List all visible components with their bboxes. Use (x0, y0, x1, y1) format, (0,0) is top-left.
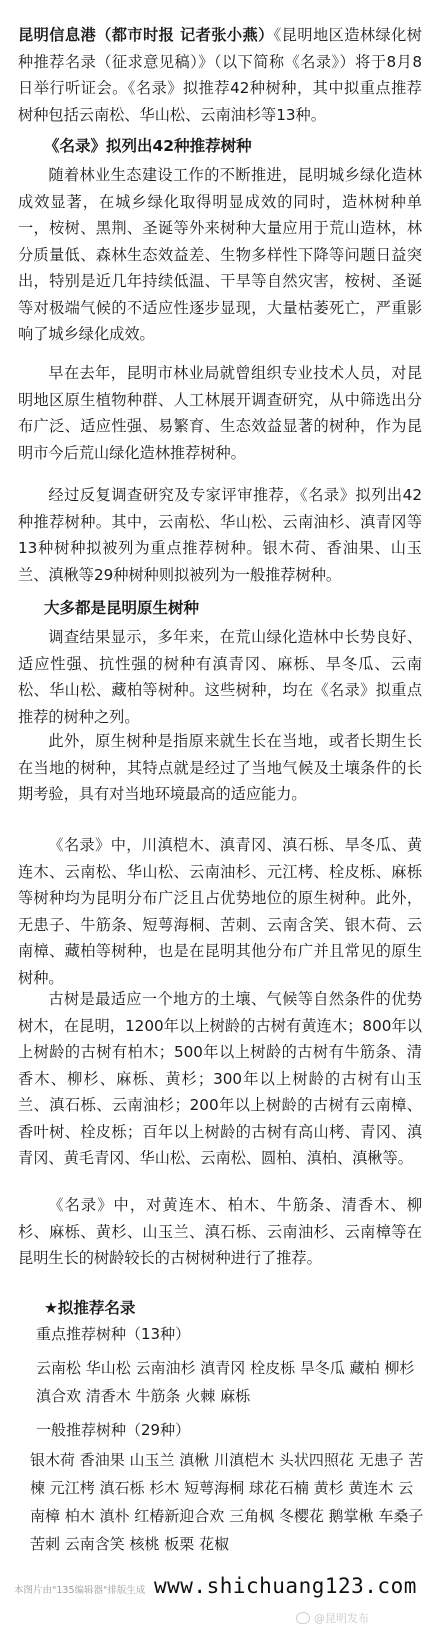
general-species-label: 一般推荐树种（29种） (36, 1421, 191, 1439)
intro-paragraph (18, 22, 422, 128)
section-heading-recommended-list: ★拟推荐名录 (44, 1299, 136, 1317)
weibo-icon (296, 1612, 310, 1624)
section-heading-42-species: 《名录》拟列出42种推荐树种 (44, 137, 252, 155)
paragraph-ancient-recommendation: 《名录》中，对黄连木、柏木、牛筋条、清香木、柳杉、麻栎、黄杉、山玉兰、滇石栎、云南油杉、云南樟等在昆明生长的树龄较长的古树树种进行了推荐。 (18, 1196, 422, 1267)
intro-text: 《昆明地区造林绿化树种推荐名录（征求意见稿）》（以下简称《名录》）将于8月8日举行听证会。《名录》拟推荐42种树种，其中拟重点推荐树种包括云南松、华山松、云南油杉等13种。 (18, 26, 422, 124)
paragraph-survey: 早在去年，昆明市林业局就曾组织专业技术人员，对昆明地区原生植物种群、人工林展开调查研究，从中筛选出分布广泛、适应性强、易繁育、生态效益显著的树种，作为昆明市今后荒山绿化造林推荐树种。 (18, 364, 422, 462)
key-species-label: 重点推荐树种（13种） (36, 1325, 191, 1343)
paragraph-ancient-trees: 古树是最适应一个地方的土壤、气候等自然条件的优势树木，在昆明，1200年以上树龄的古树有黄连木；800年以上树龄的古树有柏木；500年以上树龄的古树有牛筋条、清香木、柳杉、麻栎、黄杉；300年以上树龄的古树有山玉兰、滇石栎、云南油杉；200年以上树龄的古树有云南樟、香叶树、栓皮栎；百年以上树龄的古树有高山栲、青冈、滇青冈、黄毛青冈、华山松、云南松、圆柏、滇柏、滇楸等。 (18, 990, 422, 1167)
key-species-list: 云南松 华山松 云南油杉 滇青冈 栓皮栎 旱冬瓜 藏柏 柳杉 滇合欢 清香木 牛筋条 火棘 麻栎 (36, 1359, 415, 1405)
general-species-list: 银木荷 香油果 山玉兰 滇楸 川滇桤木 头状四照花 无患子 苦楝 元江栲 滇石栎 杉木 短萼海桐 球花石楠 黄杉 黄连木 云南樟 柏木 滇朴 红椿新迎合欢 三角枫 冬樱花 鹅掌楸 车桑子 苦刺 云南含笑 核桃 板栗 花椒 (30, 1451, 424, 1553)
paragraph-survey-results: 调查结果显示，多年来，在荒山绿化造林中长势良好、适应性强、抗性强的树种有滇青冈、麻栎、旱冬瓜、云南松、华山松、藏柏等树种。这些树种，均在《名录》拟重点推荐的树种之列。 (18, 628, 422, 726)
intro-lead: 昆明信息港（都市时报 记者张小燕） (18, 26, 274, 44)
weibo-handle: @昆明发布 (314, 1612, 369, 1625)
website-watermark: www.shichuang123.com (154, 1574, 417, 1598)
paragraph-native-definition: 此外，原生树种是指原来就生长在当地，或者长期生长在当地的树种，其特点就是经过了当地气候及土壤条件的长期考验，具有对当地环境最高的适应能力。 (18, 732, 422, 803)
paragraph-native-list: 《名录》中，川滇桤木、滇青冈、滇石栎、旱冬瓜、黄连木、云南松、华山松、云南油杉、元江栲、栓皮栎、麻栎等树种均为昆明分布广泛且占优势地位的原生树种。此外，无患子、牛筋条、短萼海桐、苦刺、云南含笑、银木荷、云南樟、藏柏等树种，也是在昆明其他分布广并且常见的原生树种。 (18, 836, 422, 987)
paragraph-recommendation: 经过反复调查研究及专家评审推荐，《名录》拟列出42种推荐树种。其中，云南松、华山松、云南油杉、滇青冈等13种树种拟被列为重点推荐树种。银木荷、香油果、山玉兰、滇楸等29种树种则拟被列为一般推荐树种。 (18, 486, 422, 584)
generator-note: 本图片由"135编辑器"排版生成 (14, 1585, 146, 1596)
weibo-watermark (296, 1610, 369, 1626)
paragraph-background: 随着林业生态建设工作的不断推进，昆明城乡绿化造林成效显著，在城乡绿化取得明显成效的同时，造林树种单一，桉树、黑荆、圣诞等外来树种大量应用于荒山造林，林分质量低、森林生态效益差、生物多样性下降等问题日益突出，特别是近几年持续低温、干旱等自然灾害，桉树、圣诞等对极端气候的不适应性逐步显现，大量枯萎死亡，严重影响了城乡绿化成效。 (18, 166, 422, 343)
section-heading-native-species: 大多都是昆明原生树种 (44, 599, 200, 617)
